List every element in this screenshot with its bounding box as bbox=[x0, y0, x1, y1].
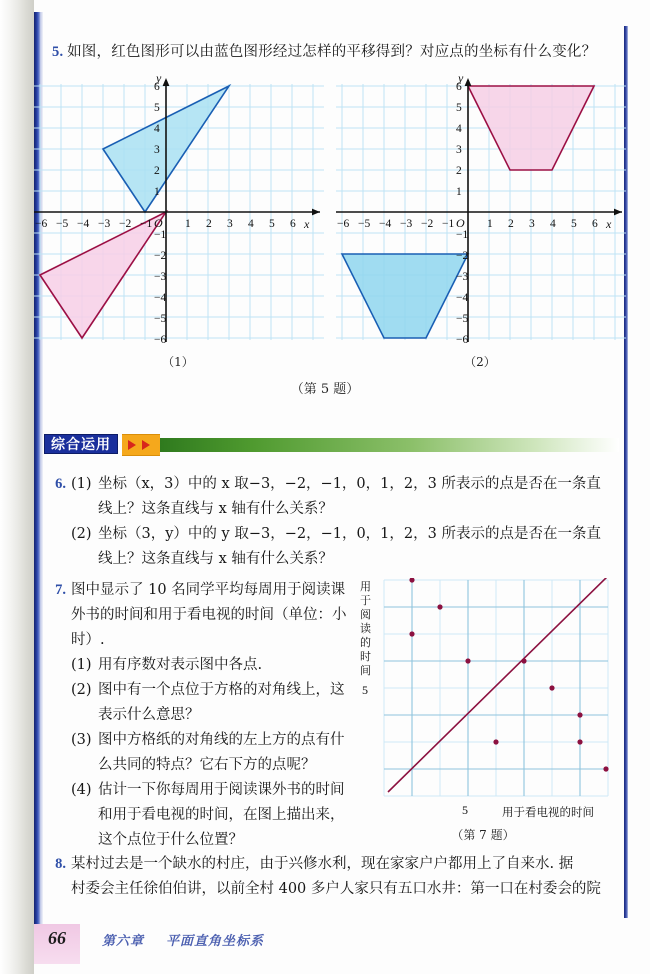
svg-text:1: 1 bbox=[154, 186, 160, 198]
footer-chapter: 第六章 bbox=[102, 934, 145, 949]
data-point bbox=[465, 658, 470, 663]
svg-text:用: 用 bbox=[360, 580, 371, 593]
svg-text:−2: −2 bbox=[154, 250, 167, 262]
svg-text:−2: −2 bbox=[421, 218, 434, 230]
data-point bbox=[409, 631, 414, 636]
svg-text:−4: −4 bbox=[456, 292, 469, 304]
question-7-item-1-line-1: 用有序数对表示图中各点. bbox=[98, 657, 263, 673]
question-7-item-2-marker: (2) bbox=[71, 682, 92, 698]
svg-text:5: 5 bbox=[269, 218, 275, 230]
svg-text:−6: −6 bbox=[154, 334, 167, 346]
question-7-item-2-line-2: 表示什么意思？ bbox=[98, 707, 200, 723]
caption-question-5: （第 5 题） bbox=[290, 382, 360, 397]
caption-question-7: （第 7 题） bbox=[451, 828, 515, 842]
question-7-row-intro-3 bbox=[44, 628, 374, 653]
svg-text:−4: −4 bbox=[154, 292, 167, 304]
question-8-row-2 bbox=[44, 877, 624, 902]
svg-text:5: 5 bbox=[154, 102, 160, 114]
svg-text:5: 5 bbox=[456, 102, 462, 114]
svg-text:1: 1 bbox=[456, 186, 462, 198]
question-7-row-6 bbox=[44, 778, 374, 803]
question-8-row-1 bbox=[44, 852, 624, 877]
origin-label: O bbox=[154, 216, 163, 230]
svg-text:1: 1 bbox=[487, 218, 493, 230]
tv-vs-reading-scatter bbox=[358, 578, 624, 842]
question-7-item-3-marker: (3) bbox=[71, 732, 92, 748]
y-axis-arrow bbox=[163, 78, 170, 86]
svg-text:−4: −4 bbox=[379, 218, 392, 230]
x-axis-arrow bbox=[614, 209, 622, 216]
question-6 bbox=[44, 472, 624, 572]
svg-text:3: 3 bbox=[529, 218, 535, 230]
data-point bbox=[521, 658, 526, 663]
svg-text:4: 4 bbox=[154, 123, 160, 135]
question-7-item-4-marker: (4) bbox=[71, 782, 92, 798]
svg-text:−3: −3 bbox=[456, 271, 469, 283]
svg-text:−5: −5 bbox=[154, 313, 167, 325]
origin-label: O bbox=[456, 216, 465, 230]
svg-text:4: 4 bbox=[550, 218, 556, 230]
data-point bbox=[493, 739, 498, 744]
caption-graph-1: （1） bbox=[162, 355, 194, 369]
question-7 bbox=[44, 578, 374, 853]
y-axis-arrow bbox=[465, 78, 472, 86]
question-6-row-2 bbox=[44, 497, 624, 522]
coordinate-plane-2 bbox=[330, 70, 630, 369]
svg-text:3: 3 bbox=[154, 144, 160, 156]
svg-text:阅: 阅 bbox=[360, 608, 371, 621]
question-7-row-1 bbox=[44, 653, 374, 678]
x-axis-label: 用于看电视的时间 bbox=[502, 805, 594, 819]
x-tick-label-5: 5 bbox=[462, 803, 468, 817]
question-6-row-4 bbox=[44, 547, 624, 572]
svg-text:6: 6 bbox=[290, 218, 296, 230]
double-right-arrow-icon bbox=[122, 434, 160, 456]
svg-text:5: 5 bbox=[571, 218, 577, 230]
question-7-number: 7. bbox=[55, 582, 66, 598]
svg-text:于: 于 bbox=[360, 594, 371, 607]
question-7-item-3-line-2: 么共同的特点？它右下方的点呢？ bbox=[98, 757, 316, 773]
question-7-row-4 bbox=[44, 728, 374, 753]
question-5 bbox=[52, 40, 622, 61]
svg-text:−4: −4 bbox=[77, 218, 90, 230]
footer-title: 平面直角坐标系 bbox=[166, 934, 265, 949]
question-7-row-3 bbox=[44, 703, 374, 728]
diagonal-line bbox=[388, 578, 610, 792]
question-6-row-1 bbox=[44, 472, 624, 497]
question-7-row-7 bbox=[44, 803, 374, 828]
question-5-text-row bbox=[52, 40, 622, 61]
question-8-number: 8. bbox=[55, 856, 66, 872]
svg-text:−6: −6 bbox=[35, 218, 48, 230]
question-7-intro-line-1: 图中显示了 10 名同学平均每周用于阅读课 bbox=[71, 582, 346, 598]
page-number: 66 bbox=[48, 928, 66, 948]
svg-text:4: 4 bbox=[456, 123, 462, 135]
svg-text:3: 3 bbox=[456, 144, 462, 156]
section-header bbox=[44, 434, 619, 454]
question-7-item-4-line-3: 这个点位于什么位置？ bbox=[98, 832, 243, 848]
question-6-item-1-line-1: 坐标（x，3）中的 x 取−3，−2，−1，0，1，2，3 所表示的点是否在一条直 bbox=[98, 476, 601, 492]
page-footer bbox=[26, 924, 626, 966]
x-axis-arrow bbox=[312, 209, 320, 216]
svg-text:−1: −1 bbox=[456, 229, 469, 241]
svg-text:1: 1 bbox=[185, 218, 191, 230]
section-gradient-bar bbox=[160, 438, 619, 452]
svg-text:−5: −5 bbox=[456, 313, 469, 325]
question-6-item-2-marker: (2) bbox=[71, 526, 92, 542]
svg-text:−1: −1 bbox=[140, 218, 153, 230]
svg-text:间: 间 bbox=[360, 664, 371, 677]
svg-text:−1: −1 bbox=[442, 218, 455, 230]
svg-text:2: 2 bbox=[508, 218, 514, 230]
question-6-number: 6. bbox=[55, 476, 66, 492]
question-6-item-2-line-1: 坐标（3，y）中的 y 取−3，−2，−1，0，1，2，3 所表示的点是否在一条直 bbox=[98, 526, 601, 542]
question-8 bbox=[44, 852, 624, 902]
question-6-item-1-line-2: 线上？这条直线与 x 轴有什么关系？ bbox=[98, 501, 333, 517]
y-axis-label: y bbox=[156, 71, 162, 85]
question-7-intro-line-3: 时）. bbox=[71, 632, 105, 648]
question-7-intro-line-2: 外书的时间和用于看电视的时间（单位：小 bbox=[71, 607, 347, 623]
svg-text:−3: −3 bbox=[400, 218, 413, 230]
svg-text:−6: −6 bbox=[456, 334, 469, 346]
svg-text:−3: −3 bbox=[98, 218, 111, 230]
data-point bbox=[577, 739, 582, 744]
question-7-item-4-line-1: 估计一下你每周用于阅读课外书的时间 bbox=[98, 782, 345, 798]
svg-text:的: 的 bbox=[360, 636, 371, 649]
data-point bbox=[577, 712, 582, 717]
question-7-row-5 bbox=[44, 753, 374, 778]
svg-text:−5: −5 bbox=[56, 218, 69, 230]
svg-text:−1: −1 bbox=[154, 229, 167, 241]
svg-text:4: 4 bbox=[248, 218, 254, 230]
question-7-item-2-line-1: 图中有一个点位于方格的对角线上，这 bbox=[98, 682, 345, 698]
question-8-line-2: 村委会主任徐伯伯讲，以前全村 400 多户人家只有五口水井：第一口在村委会的院 bbox=[71, 881, 601, 897]
data-point bbox=[603, 766, 608, 771]
svg-text:−2: −2 bbox=[119, 218, 132, 230]
question-7-row-8 bbox=[44, 828, 374, 853]
data-point bbox=[409, 578, 414, 583]
svg-text:−3: −3 bbox=[154, 271, 167, 283]
scatter-svg bbox=[358, 578, 624, 828]
question-7-item-3-line-1: 图中方格纸的对角线的左上方的点有什 bbox=[98, 732, 345, 748]
svg-text:2: 2 bbox=[456, 165, 462, 177]
question-5-prompt: 如图，红色图形可以由蓝色图形经过怎样的平移得到？对应点的坐标有什么变化？ bbox=[67, 44, 597, 60]
svg-text:2: 2 bbox=[206, 218, 212, 230]
y-tick-label-5: 5 bbox=[362, 683, 368, 697]
question-7-row-intro-1 bbox=[44, 578, 374, 603]
coordinate-plane-1-svg bbox=[28, 70, 328, 355]
question-6-item-2-line-2: 线上？这条直线与 x 轴有什么关系？ bbox=[98, 551, 333, 567]
data-point bbox=[549, 685, 554, 690]
svg-text:−5: −5 bbox=[358, 218, 371, 230]
question-6-row-3 bbox=[44, 522, 624, 547]
question-7-item-1-marker: (1) bbox=[71, 657, 92, 673]
question-7-item-4-line-2: 和用于看电视的时间，在图上描出来， bbox=[98, 807, 345, 823]
y-axis-label bbox=[360, 580, 371, 677]
section-label: 综合运用 bbox=[44, 434, 118, 454]
svg-text:3: 3 bbox=[227, 218, 233, 230]
svg-text:−6: −6 bbox=[337, 218, 350, 230]
question-7-row-intro-2 bbox=[44, 603, 374, 628]
coordinate-plane-1 bbox=[28, 70, 328, 369]
svg-text:6: 6 bbox=[592, 218, 598, 230]
y-axis-label: y bbox=[458, 71, 464, 85]
svg-text:6: 6 bbox=[456, 81, 462, 93]
question-8-line-1: 某村过去是一个缺水的村庄，由于兴修水利，现在家家户户都用上了自来水. 据 bbox=[71, 856, 574, 872]
svg-text:6: 6 bbox=[154, 81, 160, 93]
coordinate-plane-2-svg bbox=[330, 70, 630, 355]
x-axis-label: x bbox=[606, 217, 612, 231]
caption-graph-2: （2） bbox=[464, 355, 496, 369]
question-6-item-1-marker: (1) bbox=[71, 476, 92, 492]
svg-text:读: 读 bbox=[360, 622, 371, 635]
svg-text:−2: −2 bbox=[456, 250, 469, 262]
svg-text:2: 2 bbox=[154, 165, 160, 177]
svg-text:时: 时 bbox=[360, 650, 371, 663]
data-point bbox=[437, 604, 442, 609]
question-7-row-2 bbox=[44, 678, 374, 703]
question-5-number: 5. bbox=[52, 44, 64, 60]
x-axis-label: x bbox=[304, 217, 310, 231]
